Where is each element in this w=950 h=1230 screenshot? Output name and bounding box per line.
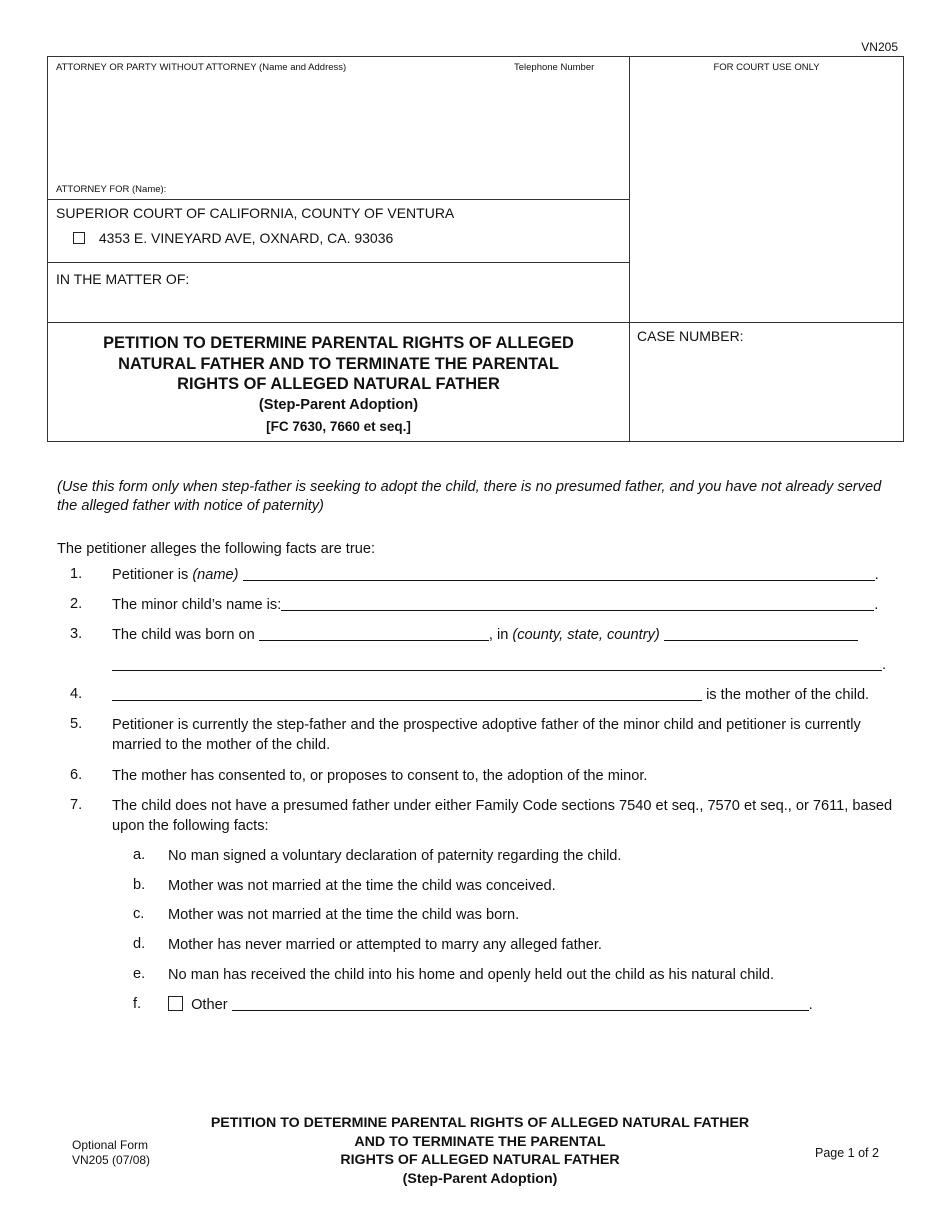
subitem-d: Mother has never married or attempted to marry any alleged father. (168, 937, 602, 953)
title-line: NATURAL FATHER AND TO TERMINATE THE PARENTAL (118, 354, 559, 373)
item-italic: (name) (192, 567, 239, 583)
item-number: 5. (70, 716, 83, 732)
subitem-letter: f. (133, 996, 142, 1012)
birth-place-field-2[interactable] (112, 656, 882, 671)
subitem-letter: e. (133, 966, 146, 982)
optional-form-label: Optional Form (72, 1138, 149, 1152)
item-number: 1. (70, 566, 83, 582)
caption-divider (629, 57, 630, 441)
court-address-row (73, 230, 393, 246)
court-use-label: FOR COURT USE ONLY (713, 62, 820, 73)
title-reference: [FC 7630, 7660 et seq.] (266, 419, 411, 434)
item-number: 3. (70, 626, 83, 642)
title-line: PETITION TO DETERMINE PARENTAL RIGHTS OF ALLEGED (103, 334, 574, 352)
subitem-letter: c. (133, 906, 145, 922)
form-title (48, 333, 629, 438)
subitem-letter: b. (133, 877, 146, 893)
footer-form-info (72, 1138, 150, 1168)
court-name: SUPERIOR COURT OF CALIFORNIA, COUNTY OF VENTURA (56, 205, 455, 221)
item-7: The child does not have a presumed father under either Family Code sections 7540 et seq., 7570 et seq., or 7611, based upon the following facts: (112, 798, 893, 834)
period: . (882, 657, 887, 673)
item-1 (112, 565, 879, 585)
item-text: , in (488, 627, 513, 643)
item-3-continuation (112, 655, 886, 675)
other-checkbox[interactable] (168, 996, 183, 1011)
form-version: VN205 (07/08) (72, 1153, 151, 1167)
period: . (874, 597, 879, 613)
subitem-letter: a. (133, 847, 146, 863)
page-number: Page 1 of 2 (815, 1146, 879, 1160)
case-number-label: CASE NUMBER: (637, 328, 744, 344)
attorney-for-label: ATTORNEY FOR (Name): (56, 184, 167, 195)
item-6: The mother has consented to, or proposes to consent to, the adoption of the minor. (112, 768, 648, 784)
footer-title (150, 1114, 810, 1188)
child-name-field[interactable] (281, 596, 874, 611)
divider (48, 199, 629, 200)
title-line: RIGHTS OF ALLEGED NATURAL FATHER (177, 375, 500, 393)
item-number: 6. (70, 767, 83, 783)
period: . (808, 997, 813, 1013)
item-number: 4. (70, 686, 83, 702)
other-label: Other (191, 997, 228, 1013)
item-2 (112, 595, 878, 615)
court-address-checkbox[interactable] (73, 232, 85, 244)
subitem-e: No man has received the child into his home and openly held out the child as his natural child. (168, 967, 775, 983)
item-text: Petitioner is (112, 567, 193, 583)
subitem-f (168, 995, 813, 1015)
other-field[interactable] (232, 996, 809, 1011)
period: . (874, 567, 879, 583)
item-5: Petitioner is currently the step-father and the prospective adoptive father of the minor child and petitioner is currently married to the mother of the child. (112, 717, 861, 753)
matter-label: IN THE MATTER OF: (56, 271, 190, 287)
attorney-label: ATTORNEY OR PARTY WITHOUT ATTORNEY (Name and Address) (56, 62, 347, 73)
item-number: 7. (70, 797, 83, 813)
birth-place-field[interactable] (664, 626, 858, 641)
footer-title-line: AND TO TERMINATE THE PARENTAL (354, 1133, 606, 1150)
footer-title-line: RIGHTS OF ALLEGED NATURAL FATHER (340, 1152, 620, 1168)
item-4 (112, 685, 869, 705)
birth-date-field[interactable] (259, 626, 489, 641)
item-text: The minor child’s name is: (112, 597, 282, 613)
item-number: 2. (70, 596, 83, 612)
caption-box (47, 56, 904, 442)
item-3 (112, 625, 858, 645)
subitem-c: Mother was not married at the time the child was born. (168, 907, 520, 923)
subitem-a: No man signed a voluntary declaration of paternity regarding the child. (168, 848, 622, 864)
divider (48, 322, 903, 323)
footer-title-line: PETITION TO DETERMINE PARENTAL RIGHTS OF ALLEGED NATURAL FATHER (210, 1115, 750, 1131)
divider (48, 262, 629, 263)
alleges-statement: The petitioner alleges the following facts are true: (57, 541, 375, 557)
mother-name-field[interactable] (112, 686, 702, 701)
petitioner-name-field[interactable] (243, 566, 875, 581)
court-address: 4353 E. VINEYARD AVE, OXNARD, CA. 93036 (98, 230, 394, 246)
subitem-letter: d. (133, 936, 146, 952)
title-subtitle: (Step-Parent Adoption) (258, 396, 419, 413)
form-code: VN205 (861, 40, 898, 54)
telephone-label: Telephone Number (514, 62, 595, 73)
item-text: The child was born on (112, 627, 259, 643)
item-text: is the mother of the child. (706, 687, 870, 703)
item-italic: (county, state, country) (512, 627, 660, 643)
footer-title-line: (Step-Parent Adoption) (402, 1170, 558, 1187)
subitem-b: Mother was not married at the time the child was conceived. (168, 878, 556, 894)
intro-note: (Use this form only when step-father is seeking to adopt the child, there is no presumed father, and you have not already served the alleged father with notice of paternity) (57, 479, 882, 514)
